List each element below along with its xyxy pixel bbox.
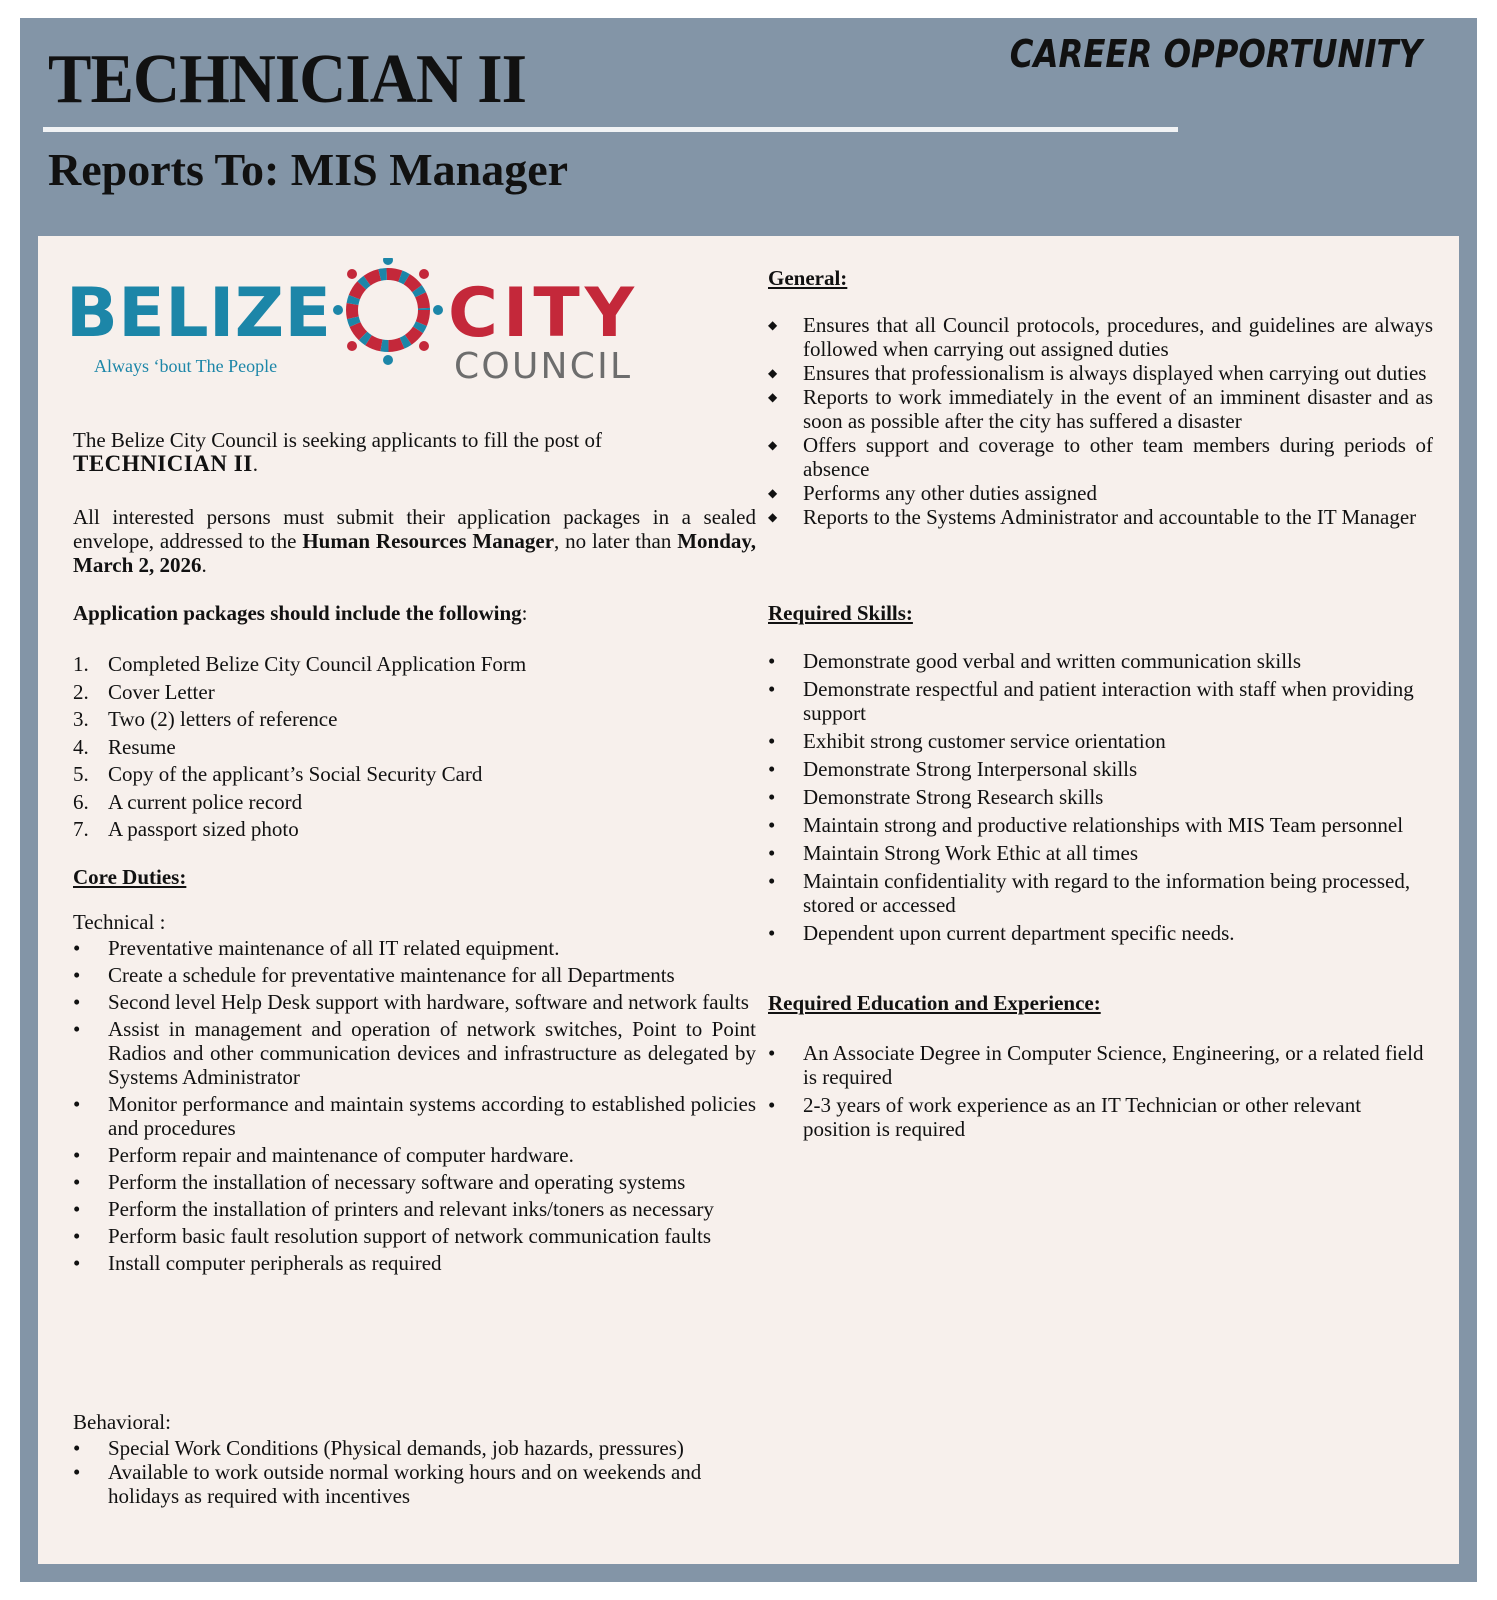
period: . <box>252 452 258 476</box>
list-item-text: Maintain Strong Work Ethic at all times <box>803 841 1139 865</box>
bullet-icon: • <box>73 963 81 987</box>
list-item <box>73 734 756 762</box>
technical-list <box>73 936 756 1275</box>
text: , no later than <box>554 529 678 553</box>
bullet-icon: • <box>73 1170 81 1194</box>
general-heading <box>768 266 1433 290</box>
bullet-icon: • <box>768 649 776 673</box>
intro-text: The Belize City Council is seeking applicants to fill the post of <box>73 428 602 452</box>
list-item-text: Cover Letter <box>108 679 215 704</box>
behavioral-list <box>73 1436 756 1508</box>
education-list <box>768 1041 1433 1141</box>
list-item-text: A passport sized photo <box>108 817 299 841</box>
list-item <box>768 481 1433 505</box>
list-item-text: Maintain strong and productive relationships with MIS Team personnel <box>803 813 1404 837</box>
list-item-text: Demonstrate good verbal and written communication skills <box>803 649 1302 673</box>
list-item <box>73 1017 756 1089</box>
list-item-text: Perform the installation of printers and relevant inks/toners as necessary <box>108 1197 714 1221</box>
intro <box>73 428 756 476</box>
diamond-bullet-icon: ◆ <box>768 390 778 404</box>
list-item-text: Second level Help Desk support with hardware, software and network faults <box>108 990 749 1014</box>
list-number: 6. <box>73 789 89 814</box>
list-item-text: Two (2) letters of reference <box>108 707 338 731</box>
bullet-icon: • <box>73 1017 81 1041</box>
list-item <box>73 1436 756 1460</box>
heading: Core Duties: <box>73 865 187 889</box>
list-item-text: Available to work outside normal working hours and on weekends and holidays as required with incentives <box>108 1460 702 1508</box>
list-item-text: Performs any other duties assigned <box>803 481 1097 505</box>
list-item <box>768 841 1433 865</box>
list-item-text: Perform the installation of necessary software and operating systems <box>108 1170 686 1194</box>
list-item-text: Demonstrate Strong Interpersonal skills <box>803 757 1138 781</box>
list-number: 7. <box>73 817 89 841</box>
list-item <box>73 789 756 817</box>
list-item-text: Copy of the applicant’s Social Security Card <box>108 762 483 786</box>
bullet-icon: • <box>768 785 776 809</box>
list-item-text: Special Work Conditions (Physical demands, job hazards, pressures) <box>108 1436 684 1460</box>
list-item-text: Maintain confidentiality with regard to the information being processed, stored or accessed <box>803 869 1411 917</box>
skills-heading <box>768 601 1433 625</box>
diamond-bullet-icon: ◆ <box>768 486 778 500</box>
list-item-text: Exhibit strong customer service orientation <box>803 729 1166 753</box>
list-item-text: Ensures that professionalism is always displayed when carrying out duties <box>803 361 1427 385</box>
heading: General: <box>768 266 848 290</box>
bullet-icon: • <box>73 1436 81 1460</box>
list-item <box>73 1251 756 1275</box>
list-item-text: Reports to work immediately in the event of an imminent disaster and as soon as possible after the city has suffered a disaster <box>803 385 1433 433</box>
list-item <box>73 936 756 960</box>
list-item <box>73 679 756 707</box>
svg-text:BELIZE: BELIZE <box>66 274 331 353</box>
bullet-icon: • <box>73 1460 81 1484</box>
list-item-text: Preventative maintenance of all IT related equipment. <box>108 936 560 960</box>
list-item <box>768 505 1433 529</box>
belize-city-council-logo <box>66 258 666 388</box>
bullet-icon: • <box>768 677 776 701</box>
svg-text:CITY: CITY <box>448 274 634 353</box>
list-item-text: Resume <box>108 734 176 759</box>
list-item-text: Ensures that all Council protocols, procedures, and guidelines are always followed when carrying out assigned duties <box>803 313 1433 361</box>
svg-text:COUNCIL: COUNCIL <box>454 346 630 387</box>
list-item <box>73 963 756 987</box>
bullet-icon: • <box>73 1197 81 1221</box>
bullet-icon: • <box>768 1093 776 1117</box>
list-item <box>768 813 1433 837</box>
list-item <box>768 385 1433 433</box>
list-item <box>73 1197 756 1221</box>
diamond-bullet-icon: ◆ <box>768 318 778 332</box>
list-item-text: A current police record <box>108 789 303 814</box>
list-item <box>73 761 756 789</box>
bullet-icon: • <box>73 1143 81 1167</box>
list-item <box>768 313 1433 361</box>
list-item <box>768 869 1433 917</box>
submission-paragraph <box>73 505 756 577</box>
bullet-icon: • <box>73 990 81 1014</box>
bullet-icon: • <box>73 936 81 960</box>
list-item <box>73 651 756 679</box>
bullet-icon: • <box>768 869 776 893</box>
bullet-icon: • <box>73 1224 81 1248</box>
list-item-text: Perform repair and maintenance of computer hardware. <box>108 1143 574 1167</box>
text: . <box>201 553 207 577</box>
list-item-text: Demonstrate Strong Research skills <box>803 785 1104 809</box>
list-item <box>73 1092 756 1140</box>
list-item <box>768 361 1433 385</box>
heading: Application packages should include the following <box>73 601 522 625</box>
diamond-bullet-icon: ◆ <box>768 510 778 524</box>
bullet-icon: • <box>768 1041 776 1065</box>
list-item-text: Perform basic fault resolution support of network communication faults <box>108 1224 712 1248</box>
colon: : <box>521 601 528 625</box>
technical-label: Technical : <box>73 910 166 934</box>
list-item <box>768 677 1433 725</box>
svg-text:Always ‘bout The People: Always ‘bout The People <box>94 356 278 376</box>
bullet-icon: • <box>768 757 776 781</box>
bullet-icon: • <box>768 813 776 837</box>
diamond-bullet-icon: ◆ <box>768 438 778 452</box>
intro-post: TECHNICIAN II <box>73 451 253 476</box>
bullet-icon: • <box>73 1251 81 1275</box>
list-item <box>768 785 1433 809</box>
list-item <box>73 1460 756 1508</box>
list-item-text: 2-3 years of work experience as an IT Technician or other relevant position is required <box>803 1093 1362 1141</box>
list-item-text: Completed Belize City Council Application Form <box>108 652 527 676</box>
list-item-text: Demonstrate respectful and patient interaction with staff when providing support <box>803 677 1414 725</box>
list-item-text: Dependent upon current department specific needs. <box>803 921 1235 945</box>
bullet-icon: • <box>768 841 776 865</box>
career-opportunity-label: CAREER OPPORTUNITY <box>1009 32 1422 76</box>
hr-manager: Human Resources Manager <box>302 529 555 553</box>
list-item <box>73 816 756 844</box>
deadline: Monday, March 2, 2026 <box>73 529 756 577</box>
list-item <box>73 990 756 1014</box>
text: All interested persons must submit their application packages in a sealed envelope, addressed to the <box>73 505 756 553</box>
list-number: 3. <box>73 707 89 731</box>
bullet-icon: • <box>768 729 776 753</box>
behavioral-label: Behavioral: <box>73 1410 171 1434</box>
list-item-text: Install computer peripherals as required <box>108 1251 442 1275</box>
list-item <box>73 1224 756 1248</box>
list-item-text: Offers support and coverage to other team members during periods of absence <box>803 433 1433 481</box>
list-item-text: An Associate Degree in Computer Science, Engineering, or a related field is required <box>803 1041 1424 1089</box>
reports-to: Reports To: MIS Manager <box>48 144 569 195</box>
list-number: 5. <box>73 762 89 786</box>
list-item-text: Assist in management and operation of network switches, Point to Point Radios and other communication devices and infrastructure as delegated by Systems Administrator <box>108 1017 756 1089</box>
list-item <box>73 1170 756 1194</box>
education-heading <box>768 991 1433 1015</box>
list-item <box>768 1093 1433 1141</box>
heading: Required Education and Experience: <box>768 991 1101 1015</box>
heading: Required Skills: <box>768 601 913 625</box>
list-number: 4. <box>73 734 89 759</box>
bullet-icon: • <box>73 1092 81 1116</box>
bullet-icon: • <box>768 921 776 945</box>
list-item <box>768 649 1433 673</box>
list-item <box>73 1143 756 1167</box>
list-item <box>73 706 756 734</box>
packages-heading <box>73 601 756 625</box>
list-item <box>768 729 1433 753</box>
divider <box>43 127 1178 132</box>
general-list <box>768 313 1433 529</box>
diamond-bullet-icon: ◆ <box>768 366 778 380</box>
list-number: 2. <box>73 679 89 704</box>
list-item-text: Create a schedule for preventative maintenance for all Departments <box>108 963 675 987</box>
skills-list <box>768 649 1433 945</box>
list-item <box>768 433 1433 481</box>
core-duties-heading <box>73 865 756 889</box>
list-number: 1. <box>73 652 89 676</box>
list-item-text: Reports to the Systems Administrator and accountable to the IT Manager <box>803 505 1417 529</box>
job-title: TECHNICIAN II <box>48 41 527 118</box>
list-item <box>768 1041 1433 1089</box>
packages-list <box>73 651 756 844</box>
list-item-text: Monitor performance and maintain systems according to established policies and procedures <box>108 1092 756 1140</box>
list-item <box>768 921 1433 945</box>
list-item <box>768 757 1433 781</box>
